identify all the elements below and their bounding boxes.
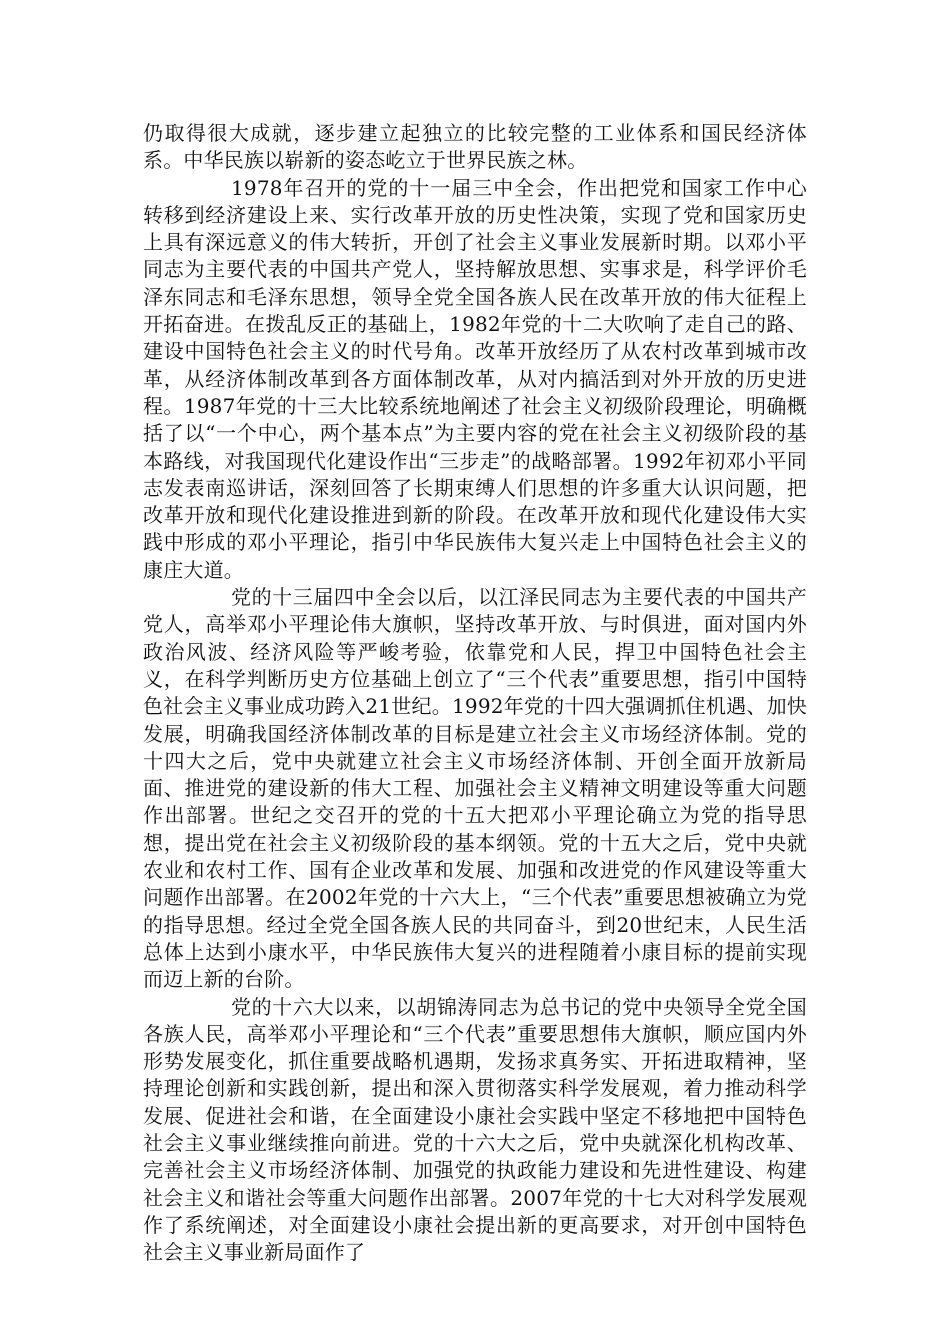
paragraph-2: 1978年召开的党的十一届三中全会，作出把党和国家工作中心转移到经济建设上来、实行改革开放的历史性决策，实现了党和国家历史上具有深远意义的伟大转折，开创了社会主义事业发展新时期。以邓小平同志为主要代表的中国共产党人，坚持解放思想、实事求是，科学评价毛泽东同志和毛泽东思想，领导全党全国各族人民在改革开放的伟大征程上开拓奋进。在拨乱反正的基础上，1982年党的十二大吹响了走自己的路、建设中国特色社会主义的时代号角。改革开放经历了从农村改革到城市改革，从经济体制改革到各方面体制改革，从对内搞活到对外开放的历史进程。1987年党的十三大比较系统地阐述了社会主义初级阶段理论，明确概括了以“一个中心，两个基本点”为主要内容的党在社会主义初级阶段的基本路线，对我国现代化建设作出“三步走”的战略部署。1992年初邓小平同志发表南巡讲话，深刻回答了长期束缚人们思想的许多重大认识问题，把改革开放和现代化建设推进到新的阶段。在改革开放和现代化建设伟大实践中形成的邓小平理论，指引中华民族伟大复兴走上中国特色社会主义的康庄大道。 bbox=[143, 175, 807, 582]
paragraph-3: 党的十三届四中全会以后，以江泽民同志为主要代表的中国共产党人，高举邓小平理论伟大旗帜，坚持改革开放、与时俱进，面对国内外政治风波、经济风险等严峻考验，依靠党和人民，捍卫中国特色社会主义，在科学判断历史方位基础上创立了“三个代表”重要思想，指引中国特色社会主义事业成功跨入21世纪。1992年党的十四大强调抓住机遇、加快发展，明确我国经济体制改革的目标是建立社会主义市场经济体制。党的十四大之后，党中央就建立社会主义市场经济体制、开创全面开放新局面、推进党的建设新的伟大工程、加强社会主义精神文明建设等重大问题作出部署。世纪之交召开的党的十五大把邓小平理论确立为党的指导思想，提出党在社会主义初级阶段的基本纲领。党的十五大之后，党中央就农业和农村工作、国有企业改革和发展、加强和改进党的作风建设等重大问题作出部署。在2002年党的十六大上，“三个代表”重要思想被确立为党的指导思想。经过全党全国各族人民的共同奋斗，到20世纪末，人民生活总体上达到小康水平，中华民族伟大复兴的进程随着小康目标的提前实现而迈上新的台阶。 bbox=[143, 585, 807, 992]
paragraph-4: 党的十六大以来，以胡锦涛同志为总书记的党中央领导全党全国各族人民，高举邓小平理论和“三个代表”重要思想伟大旗帜，顺应国内外形势发展变化，抓住重要战略机遇期，发扬求真务实、开拓进取精神，坚持理论创新和实践创新，提出和深入贯彻落实科学发展观，着力推动科学发展、促进社会和谐，在全面建设小康社会实践中坚定不移地把中国特色社会主义事业继续推向前进。党的十六大之后，党中央就深化机构改革、完善社会主义市场经济体制、加强党的执政能力建设和先进性建设、构建社会主义和谐社会等重大问题作出部署。2007年党的十七大对科学发展观作了系统阐述，对全面建设小康社会提出新的更高要求，对开创中国特色社会主义事业新局面作了 bbox=[143, 994, 807, 1265]
document-body bbox=[143, 120, 807, 1266]
paragraph-1: 仍取得很大成就，逐步建立起独立的比较完整的工业体系和国民经济体系。中华民族以崭新的姿态屹立于世界民族之林。 bbox=[143, 121, 807, 173]
